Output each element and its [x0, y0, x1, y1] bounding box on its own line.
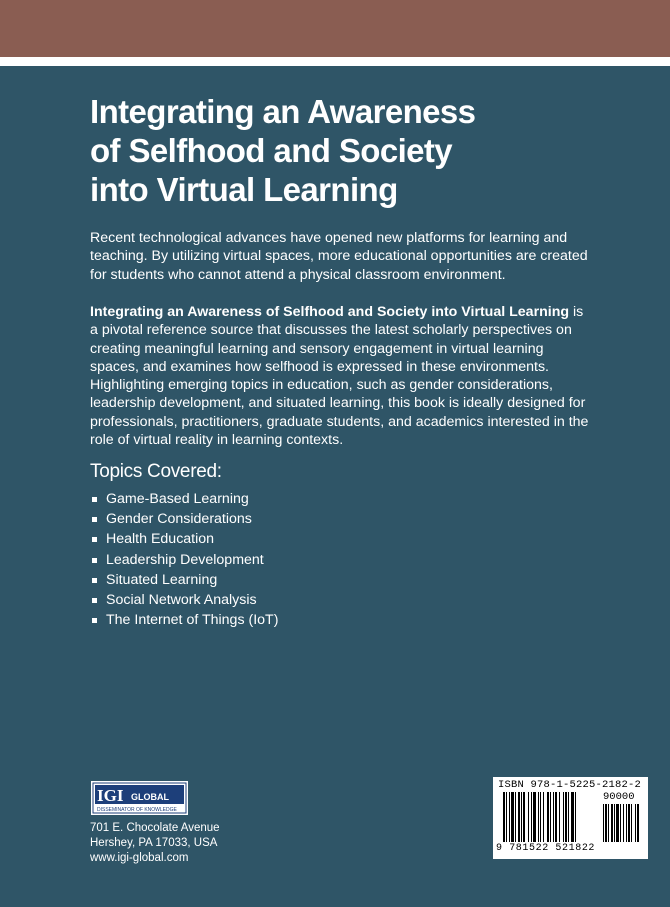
- topics-list: [90, 489, 278, 630]
- barcode-bar: [555, 792, 557, 842]
- barcode-addon-bar: [637, 804, 639, 842]
- topic-item: [90, 529, 278, 549]
- barcode-bar: [518, 792, 520, 842]
- barcode-bar: [503, 792, 505, 842]
- book-title: [90, 92, 610, 209]
- address-line: 701 E. Chocolate Avenue: [90, 822, 220, 834]
- topic-item: [90, 590, 278, 610]
- topic-label: Situated Learning: [106, 571, 218, 588]
- barcode-bar: [568, 792, 569, 842]
- barcode-bar: [565, 792, 567, 842]
- description-book-title: Integrating an Awareness of Selfhood and Society into Virtual Learning: [90, 304, 570, 320]
- barcode-addon-bar: [605, 804, 607, 842]
- topic-item: [90, 550, 278, 570]
- topic-label: Social Network Analysis: [106, 591, 257, 608]
- barcode-addon-bar: [620, 804, 621, 842]
- barcode-bar: [528, 792, 529, 842]
- barcode-bar: [521, 792, 522, 842]
- barcode-addon-bar: [616, 804, 619, 842]
- barcode-bar: [511, 792, 514, 842]
- logo-tagline: DISSEMINATOR OF KNOWLEDGE: [97, 807, 177, 813]
- barcode-bar: [540, 792, 541, 842]
- barcode-bar: [553, 792, 554, 842]
- topic-item: [90, 570, 278, 590]
- barcode-addon-bar: [611, 804, 613, 842]
- isbn-addon-code: 90000: [603, 791, 635, 803]
- logo-igi-text: IGI: [97, 786, 124, 805]
- barcode-addon-bar: [603, 804, 604, 842]
- topics-heading: Topics Covered:: [90, 461, 222, 482]
- bullet-icon: [92, 537, 97, 542]
- topic-item: [90, 489, 278, 509]
- isbn-label: ISBN 978-1-5225-2182-2: [498, 779, 642, 791]
- barcode-addon-bar: [628, 804, 630, 842]
- title-line: into Virtual Learning: [90, 171, 398, 208]
- title-line: of Selfhood and Society: [90, 132, 453, 169]
- bullet-icon: [92, 578, 97, 583]
- bullet-icon: [92, 497, 97, 502]
- barcode-addon-bar: [635, 804, 636, 842]
- barcode-bar: [515, 792, 516, 842]
- bullet-icon: [92, 517, 97, 522]
- barcode-bar: [559, 792, 560, 842]
- description-paragraph: [90, 303, 590, 449]
- barcode-addon-bar: [614, 804, 615, 842]
- bullet-icon: [92, 598, 97, 603]
- publisher-address: [90, 821, 220, 866]
- logo-global-text: GLOBAL: [131, 792, 169, 802]
- publisher-website[interactable]: www.igi-global.com: [90, 852, 189, 864]
- barcode-addon-bar: [608, 804, 609, 842]
- topic-label: Leadership Development: [106, 551, 264, 568]
- top-color-band: [0, 0, 670, 57]
- igi-global-logo: [91, 781, 188, 815]
- topic-label: The Internet of Things (IoT): [106, 612, 279, 629]
- barcode-bar: [523, 792, 525, 842]
- barcode-addon-bar: [623, 804, 624, 842]
- igi-global-logo-graphic: [91, 781, 188, 815]
- barcode-bar: [509, 792, 510, 842]
- barcode-addon-bar: [626, 804, 627, 842]
- barcode-bar: [547, 792, 549, 842]
- topic-item: [90, 509, 278, 529]
- band-separator: [0, 57, 670, 66]
- bullet-icon: [92, 618, 97, 623]
- barcode-bar: [506, 792, 507, 842]
- topic-label: Gender Considerations: [106, 511, 252, 528]
- isbn-barcode: [493, 777, 648, 859]
- barcode-bar: [571, 792, 574, 842]
- barcode-bar: [575, 792, 576, 842]
- topic-item: [90, 610, 278, 630]
- barcode-digits: 9 781522 521822: [496, 843, 596, 854]
- barcode-bar: [563, 792, 564, 842]
- title-line: Integrating an Awareness: [90, 93, 476, 130]
- intro-paragraph: Recent technological advances have opened new platforms for learning and teaching. By utilizing virtual spaces, more educational opportunities are created for students who cannot attend a physical classroom environment.: [90, 230, 588, 283]
- description-text: is a pivotal reference source that discusses the latest scholarly perspectives on creating meaningful learning and sensory engagement in virtual learning spaces, and examines how selfhood is expressed in these environments. Highlighting emerging topics in education, such as gender considerations, leadership development, and situated learning, this book is ideally designed for professionals, practitioners, graduate students, and academics interested in the role of virtual reality in learning contexts.: [90, 304, 589, 449]
- barcode-bar: [543, 792, 544, 842]
- topic-label: Game-Based Learning: [106, 491, 249, 507]
- barcode-addon-bar: [631, 804, 632, 842]
- address-line: Hershey, PA 17033, USA: [90, 837, 218, 849]
- bullet-icon: [92, 558, 97, 563]
- barcode-bar: [550, 792, 551, 842]
- topic-label: Health Education: [106, 531, 215, 548]
- barcode-bar: [533, 792, 536, 842]
- barcode-bar: [538, 792, 539, 842]
- barcode-bar: [531, 792, 532, 842]
